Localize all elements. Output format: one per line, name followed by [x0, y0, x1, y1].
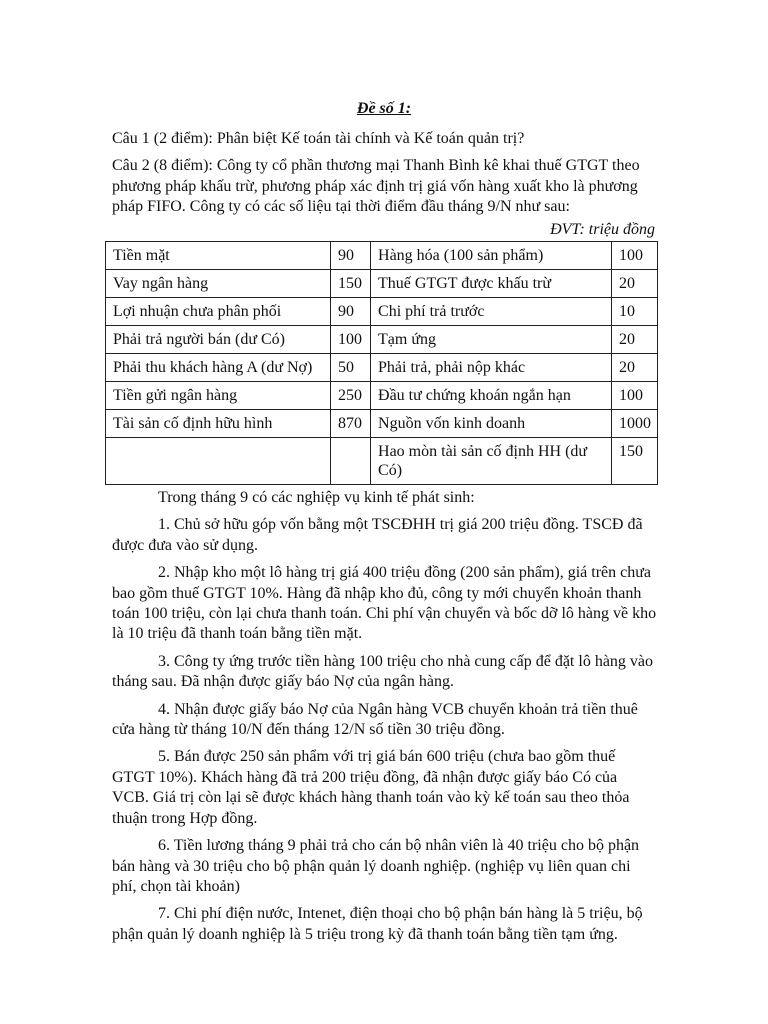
transaction-item: 3. Công ty ứng trước tiền hàng 100 triệu cho nhà cung cấp để đặt lô hàng vào tháng sau. Đã nhận được giấy báo Nợ của ngân hàng.: [112, 652, 654, 691]
account-value: 20: [611, 326, 657, 354]
account-name: Phải trả người bán (dư Có): [106, 326, 331, 354]
question-2: Câu 2 (8 điểm): Công ty cổ phần thương mại Thanh Bình kê khai thuế GTGT theo phương pháp khấu trừ, phương pháp xác định trị giá vốn hàng xuất kho là phương pháp FIFO. Công ty có các số liệu tại thời điểm đầu tháng 9/N như sau:: [112, 157, 640, 215]
table-row: [106, 382, 658, 410]
question-1: Câu 1 (2 điểm): Phân biệt Kế toán tài chính và Kế toán quản trị?: [112, 130, 525, 147]
transaction-item: 1. Chủ sở hữu góp vốn bằng một TSCĐHH trị giá 200 triệu đồng. TSCĐ đã được đưa vào sử dụng.: [112, 516, 643, 554]
account-value: 250: [331, 382, 371, 410]
transaction-item: 2. Nhập kho một lô hàng trị giá 400 triệu đồng (200 sản phẩm), giá trên chưa bao gồm thuế GTGT 10%. Hàng đã nhập kho đủ, công ty mới chuyển khoản thanh toán 100 triệu, còn lại chưa thanh toán. Chi phí vận chuyển và bốc dỡ lô hàng về kho là 10 triệu đã thanh toán bằng tiền mặt.: [112, 564, 657, 643]
unit-note: ĐVT: triệu đồng: [550, 221, 655, 238]
account-name: Tiền mặt: [106, 242, 331, 270]
account-name: Vay ngân hàng: [106, 270, 331, 298]
account-name: Hao mòn tài sản cố định HH (dư Có): [371, 438, 612, 485]
account-value: 100: [611, 382, 657, 410]
transaction-item: 7. Chi phí điện nước, Intenet, điện thoại cho bộ phận bán hàng là 5 triệu, bộ phận quản lý doanh nghiệp là 5 triệu trong kỳ đã thanh toán bằng tiền tạm ứng.: [112, 905, 643, 943]
account-value: 50: [331, 354, 371, 382]
account-name: Chi phí trả trước: [371, 298, 612, 326]
table-row: [106, 270, 658, 298]
account-name: Tiền gửi ngân hàng: [106, 382, 331, 410]
account-value: 100: [611, 242, 657, 270]
account-name: Nguồn vốn kinh doanh: [371, 410, 612, 438]
account-value: 150: [611, 438, 657, 485]
account-name: Phải trả, phải nộp khác: [371, 354, 612, 382]
table-row: [106, 298, 658, 326]
transactions-section: [112, 488, 657, 952]
account-value: 10: [611, 298, 657, 326]
account-name: Đầu tư chứng khoán ngắn hạn: [371, 382, 612, 410]
account-name: Tài sản cố định hữu hình: [106, 410, 331, 438]
table-row: [106, 326, 658, 354]
transaction-item: 5. Bán được 250 sản phẩm với trị giá bán 600 triệu (chưa bao gồm thuế GTGT 10%). Khách hàng đã trả 200 triệu đồng, đã nhận được giấy báo Có của VCB. Giá trị còn lại sẽ được khách hàng thanh toán vào kỳ kế toán sau theo thỏa thuận trong Hợp đồng.: [112, 748, 630, 827]
table-row: [106, 242, 658, 270]
transaction-item: 6. Tiền lương tháng 9 phải trả cho cán bộ nhân viên là 40 triệu cho bộ phận bán hàng và 30 triệu cho bộ phận quản lý doanh nghiệp. (nghiệp vụ liên quan chi phí, chọn tài khoản): [112, 837, 640, 895]
account-value: 20: [611, 270, 657, 298]
account-name: Hàng hóa (100 sản phẩm): [371, 242, 612, 270]
account-value: [331, 438, 371, 485]
account-value: 150: [331, 270, 371, 298]
account-name: Lợi nhuận chưa phân phối: [106, 298, 331, 326]
table-row: [106, 354, 658, 382]
account-name: Tạm ứng: [371, 326, 612, 354]
table-row: [106, 410, 658, 438]
opening-balance-table: [105, 241, 658, 485]
account-value: 90: [331, 298, 371, 326]
account-value: 1000: [611, 410, 657, 438]
account-name: [106, 438, 331, 485]
account-value: 870: [331, 410, 371, 438]
transaction-item: 4. Nhận được giấy báo Nợ của Ngân hàng VCB chuyển khoản trả tiền thuê cửa hàng từ tháng 10/N đến tháng 12/N số tiền 30 triệu đồng.: [112, 700, 638, 739]
account-name: Phải thu khách hàng A (dư Nợ): [106, 354, 331, 382]
account-name: Thuế GTGT được khấu trừ: [371, 270, 612, 298]
transactions-intro: Trong tháng 9 có các nghiệp vụ kinh tế phát sinh:: [158, 489, 475, 506]
exam-title: Đề số 1:: [356, 100, 412, 117]
account-value: 20: [611, 354, 657, 382]
account-value: 90: [331, 242, 371, 270]
account-value: 100: [331, 326, 371, 354]
table-row: [106, 438, 658, 485]
